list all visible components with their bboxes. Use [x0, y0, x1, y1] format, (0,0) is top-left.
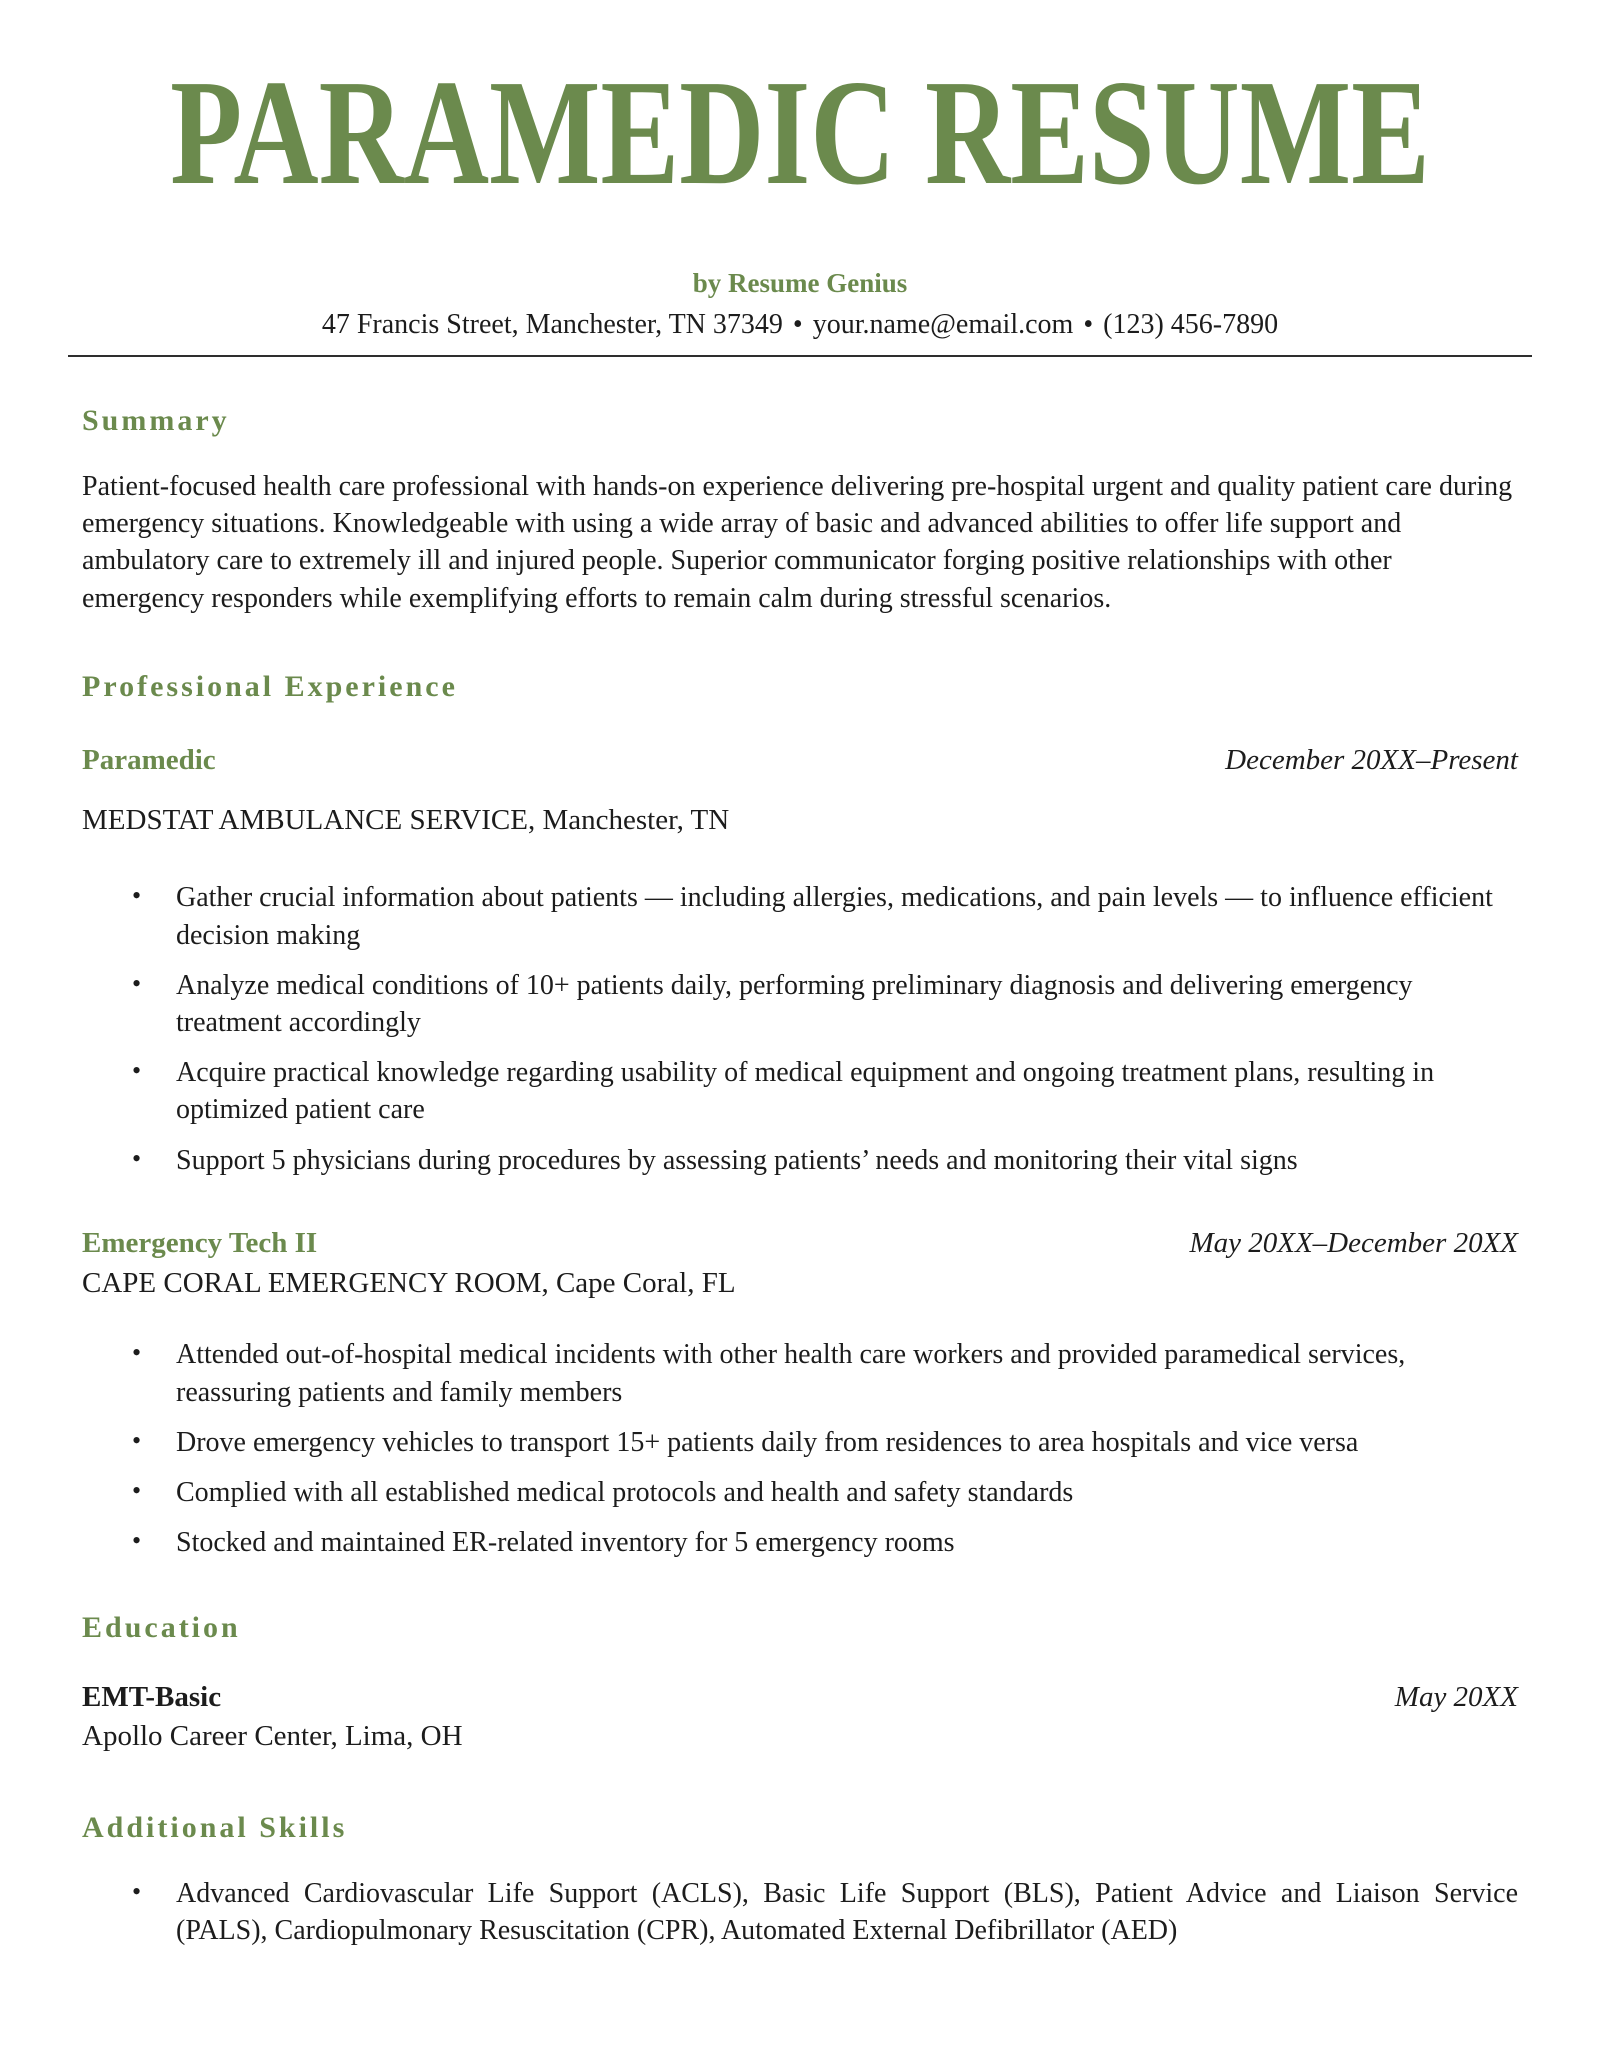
job-bullet: • Complied with all established medical protocols and health and safety standards — [176, 1474, 1518, 1511]
section-heading-experience: Professional Experience — [82, 669, 458, 703]
education-degree: EMT-Basic — [82, 1680, 222, 1713]
job-bullet: • Attended out-of-hospital medical incidents with other health care workers and provided paramedical services, reassuring patients and family members — [176, 1336, 1518, 1410]
job-header — [82, 742, 1518, 780]
contact-email: your.name@email.com — [812, 309, 1074, 340]
job-entry-emergency-tech — [82, 1225, 1518, 1562]
header-divider — [68, 355, 1532, 357]
job-bullet-list — [82, 1336, 1518, 1561]
summary-paragraph: Patient-focused health care professional with hands-on experience delivering pre-hospital urgent and quality patient care during emergency situations. Knowledgeable with using a wide array of basic and advanced abilities to offer life support and ambulatory care to extremely ill and injured people. Superior communicator forging positive relationships with other emergency responders while exemplifying efforts to remain calm during stressful scenarios. — [82, 471, 1513, 614]
job-bullet: • Drove emergency vehicles to transport 15+ patients daily from residences to area hospitals and vice versa — [176, 1424, 1518, 1461]
education-school: Apollo Career Center, Lima, OH — [82, 1720, 463, 1753]
job-company: CAPE CORAL EMERGENCY ROOM, Cape Coral, FL — [82, 1266, 736, 1299]
job-bullet: • Acquire practical knowledge regarding usability of medical equipment and ongoing treatment plans, resulting in optimized patient care — [176, 1054, 1518, 1128]
skills-list — [82, 1875, 1518, 1949]
section-heading-education: Education — [82, 1610, 241, 1644]
contact-separator: • — [792, 309, 803, 340]
job-bullet-list — [82, 879, 1518, 1179]
job-bullet: • Support 5 physicians during procedures by assessing patients’ needs and monitoring their vital signs — [176, 1142, 1518, 1179]
contact-separator: • — [1083, 309, 1094, 340]
contact-phone: (123) 456-7890 — [1103, 309, 1279, 340]
job-company: MEDSTAT AMBULANCE SERVICE, Manchester, TN — [82, 803, 730, 836]
job-bullet: • Stocked and maintained ER-related inventory for 5 emergency rooms — [176, 1524, 1518, 1561]
job-title: Emergency Tech II — [82, 1226, 318, 1259]
skill-item: • Advanced Cardiovascular Life Support (ACLS), Basic Life Support (BLS), Patient Advice and Liaison Service (PALS), Cardiopulmonary Resuscitation (CPR), Automated External Defibrillator (AED) — [176, 1875, 1518, 1949]
education-dates: May 20XX — [1394, 1680, 1518, 1713]
job-bullet: • Gather crucial information about patients — including allergies, medications, and pain levels — to influence efficient decision making — [176, 879, 1518, 953]
job-dates: May 20XX–December 20XX — [1189, 1226, 1518, 1259]
job-bullet: • Analyze medical conditions of 10+ patients daily, performing preliminary diagnosis and delivering emergency treatment accordingly — [176, 967, 1518, 1041]
contact-address: 47 Francis Street, Manchester, TN 37349 — [321, 309, 783, 340]
job-dates: December 20XX–Present — [1225, 743, 1518, 776]
contact-line — [82, 309, 1518, 341]
job-title: Paramedic — [82, 743, 216, 776]
job-header — [82, 1225, 1518, 1263]
education-header — [82, 1679, 1518, 1717]
section-heading-skills: Additional Skills — [82, 1810, 348, 1844]
byline: by Resume Genius — [692, 268, 908, 298]
page-title: PARAMEDIC RESUME — [170, 48, 1430, 217]
job-entry-paramedic — [82, 742, 1518, 1179]
header — [82, 48, 1518, 234]
section-heading-summary: Summary — [82, 404, 230, 437]
